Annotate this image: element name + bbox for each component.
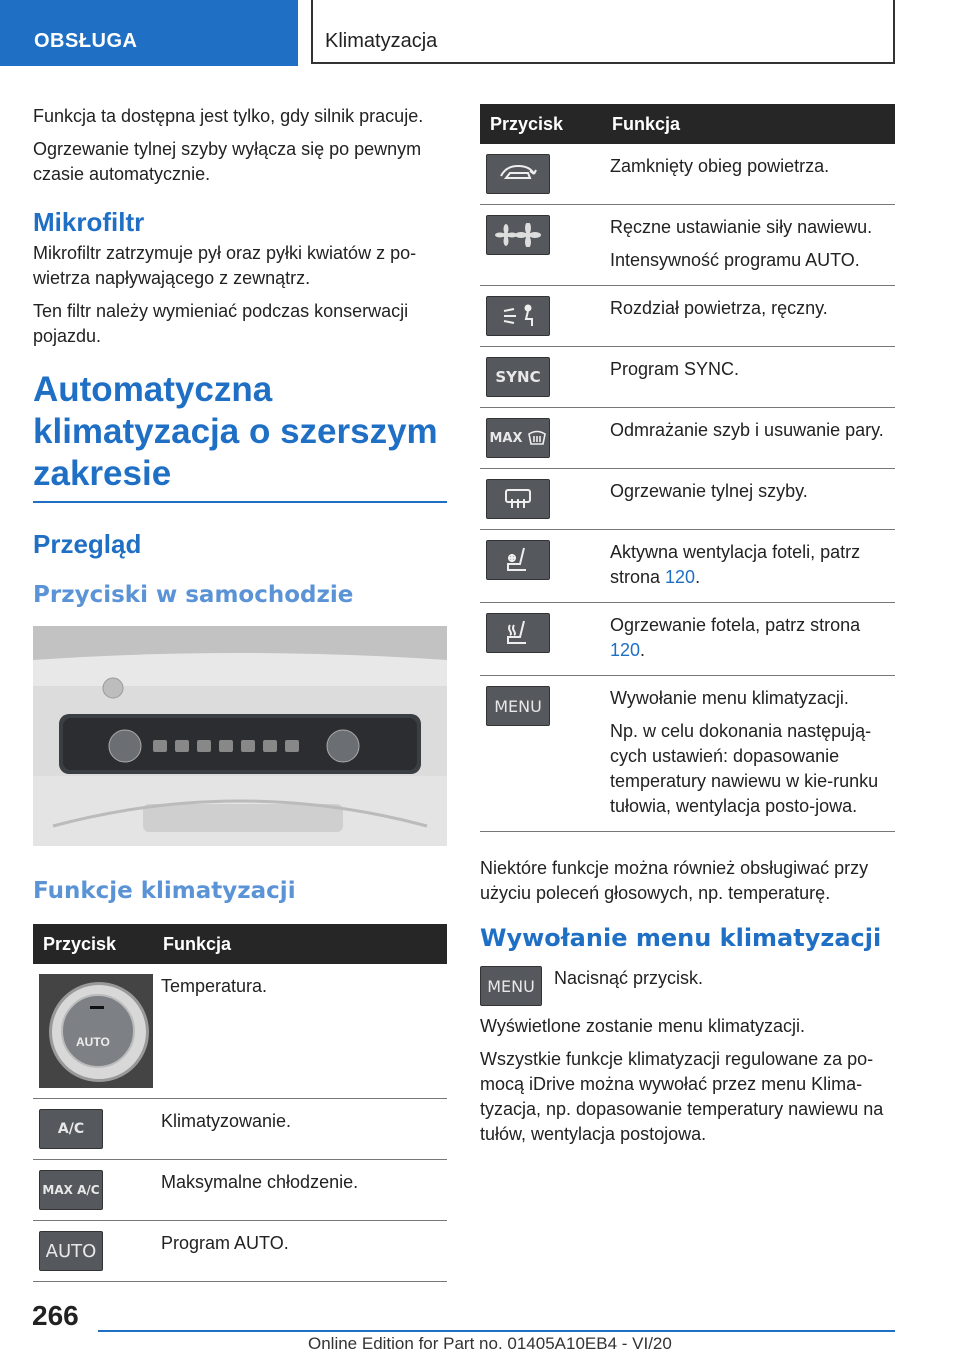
table-row [33,1099,447,1160]
paragraph: Funkcja ta dostępna jest tylko, gdy silnik pracuje. [33,106,424,126]
paragraph: Wyświetlone zostanie menu klimatyzacji. [480,1016,805,1036]
page-link[interactable]: 120 [610,640,641,660]
page-number: 266 [32,1300,79,1331]
function-text: Rozdział powietrza, ręczny. [602,286,895,347]
table-row [480,286,895,347]
air-distribution-icon [486,296,550,336]
temperature-knob-icon [39,974,153,1088]
chapter-title: Automatyczna klimatyzacja o szerszym zakresie [33,369,447,503]
menu-button-icon: MENU [486,686,550,726]
function-text: Aktywna wentylacja foteli, patrz strona [610,542,861,587]
column-header: Funkcja [153,924,447,964]
left-column [33,104,447,1282]
paragraph: Ten filtr należy wymieniać podczas konserwacji pojazdu. [33,301,409,346]
recirculation-icon [486,154,550,194]
menu-step [480,966,895,1006]
table-row [480,469,895,530]
seat-ventilation-icon [486,540,550,580]
menu-heading: Wywołanie menu klimatyzacji [480,924,882,952]
paragraph: Ogrzewanie tylnej szyby wyłącza się po pewnym czasie automatycznie. [33,139,422,184]
table-row [33,1160,447,1221]
climate-panel-illustration [33,626,447,846]
chapter-header [311,0,895,64]
functions-table-left [33,924,447,1282]
auto-button-icon: AUTO [39,1231,103,1271]
edition-text: Online Edition for Part no. 01405A10EB4 - VI/20 [308,1334,672,1353]
column-header: Przycisk [33,924,153,964]
table-row [480,530,895,603]
table-row [480,144,895,205]
menu-button-icon: MENU [480,966,542,1006]
section-tab [0,0,298,66]
function-text: Program SYNC. [602,347,895,408]
section-label: OBSŁUGA [34,30,138,52]
table-row [480,347,895,408]
fan-speed-icon [486,215,550,255]
funkcje-heading: Funkcje klimatyzacji [33,878,296,904]
function-text: Temperatura. [153,964,447,1099]
dashboard-photo [33,626,447,846]
function-text-secondary: Np. w celu dokonania następują-cych ustawień: dopasowanie temperatury nawiewu w kie-runku tułowia, wentylacja posto-jowa. [610,721,879,816]
function-text: Klimatyzowanie. [153,1099,447,1160]
max-ac-button-icon: MAX A/C [39,1170,103,1210]
function-text: Wywołanie menu klimatyzacji. [610,688,849,708]
step-text: Nacisnąć przycisk. [554,968,704,988]
rear-defrost-icon [486,479,550,519]
mikrofiltr-heading: Mikrofiltr [33,207,145,237]
knob-auto-label: AUTO [76,1035,110,1049]
table-row [480,205,895,286]
right-column [480,104,895,1155]
seat-heating-icon [486,613,550,653]
chapter-label: Klimatyzacja [325,30,438,52]
max-label: MAX [489,430,523,446]
max-defrost-icon [486,418,550,458]
table-row [33,964,447,1099]
function-text: Ogrzewanie tylnej szyby. [602,469,895,530]
sync-button-icon: SYNC [486,357,550,397]
page-link[interactable]: 120 [665,567,696,587]
table-row [480,603,895,676]
ac-button-icon: A/C [39,1109,103,1149]
footer-rule [98,1330,895,1332]
table-row [480,676,895,832]
column-header: Przycisk [480,104,602,144]
paragraph: Wszystkie funkcje klimatyzacji regulowane za po-mocą iDrive można wywołać przez menu Klima-tyzacja, np. dopasowanie temperatury nawiewu na tułów, wentylacja postojowa. [480,1049,884,1144]
punctuation: . [640,640,646,660]
function-text: Ogrzewanie fotela, patrz strona [610,615,861,635]
function-text: Zamknięty obieg powietrza. [602,144,895,205]
column-header: Funkcja [602,104,895,144]
function-text-secondary: Intensywność programu AUTO. [610,250,860,270]
paragraph: Niektóre funkcje można również obsługiwać przy użyciu poleceń głosowych, np. temperaturę. [480,858,869,903]
functions-table-right [480,104,895,832]
table-row [480,408,895,469]
przeglad-heading: Przegląd [33,529,142,559]
table-row [33,1221,447,1282]
function-text: Maksymalne chłodzenie. [153,1160,447,1221]
function-text: Ręczne ustawianie siły nawiewu. [610,217,873,237]
punctuation: . [695,567,701,587]
paragraph: Mikrofiltr zatrzymuje pył oraz pyłki kwiatów z po-wietrza napływającego z zewnątrz. [33,243,417,288]
przyciski-heading: Przyciski w samochodzie [33,582,354,608]
function-text: Odmrażanie szyb i usuwanie pary. [602,408,895,469]
function-text: Program AUTO. [153,1221,447,1282]
